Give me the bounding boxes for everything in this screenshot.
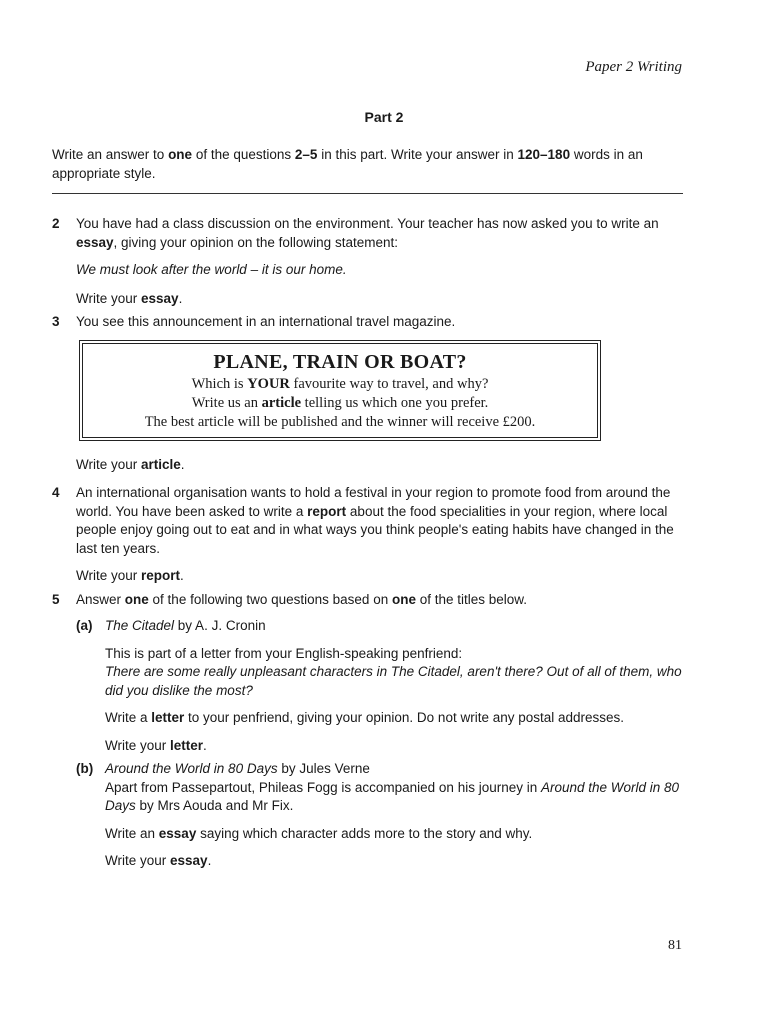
task-instruction: Write your letter. [105,737,207,753]
question-4 [52,484,692,586]
announcement-line: Write us an article telling us which one you prefer. [191,395,489,411]
sub-question-label: (b) [76,761,94,776]
announcement-line: Which is YOUR favourite way to travel, and why? [191,376,489,392]
context-text: This is part of a letter from your English-speaking penfriend: [105,645,463,661]
question-2 [52,215,692,308]
running-header: Paper 2 Writing [585,59,682,75]
question-prompt: Answer one of the following two questions based on one of the titles below. [76,592,528,607]
statement-quote: We must look after the world – it is our home. [76,262,347,277]
task-instruction: Write a letter to your penfriend, giving your opinion. Do not write any postal addresses. [105,710,625,725]
task-instruction: Write an essay saying which character adds more to the story and why. [105,825,533,841]
question-prompt: You have had a class discussion on the environment. Your teacher has now asked you to write an essay, giving your opinion on the following statement: [76,216,659,250]
question-number: 5 [52,592,60,607]
page-number: 81 [668,938,682,953]
question-5 [52,591,692,610]
task-instruction: Write your article. [76,457,185,472]
question-prompt: An international organisation wants to hold a festival in your region to promote food from around the world. You have been asked to write a report about the food specialities in your region, where local people enjoy going out to eat and in what ways you think people's eating habits have changed in the last ten years. [76,485,674,556]
announcement-box [79,340,601,441]
context-text: Apart from Passepartout, Phileas Fogg is accompanied on his journey in Around the World in 80 Days by Mrs Aouda and Mr Fix. [105,779,680,813]
book-title: Around the World in 80 Days by Jules Verne [105,761,370,776]
question-number: 4 [52,485,60,500]
task-instruction: Write your essay. [76,290,183,306]
question-3-intro [52,313,692,332]
question-5a [52,617,692,755]
announcement-title: PLANE, TRAIN OR BOAT? [213,351,467,373]
question-number: 3 [52,314,60,329]
announcement-line: The best article will be published and the winner will receive £200. [144,414,536,430]
divider-rule [52,193,683,194]
question-5b [52,760,692,871]
book-title: The Citadel by A. J. Cronin [105,618,266,633]
question-3-task [52,456,692,475]
question-prompt: You see this announcement in an international travel magazine. [76,314,456,329]
sub-question-label: (a) [76,618,93,633]
letter-quote: There are some really unpleasant characters in The Citadel, aren't there? Out of all of them, who did you dislike the most? [105,664,682,698]
task-instruction: Write your essay. [105,853,212,868]
part-title: Part 2 [364,109,404,125]
question-number: 2 [52,216,60,231]
part-instructions: Write an answer to one of the questions 2–5 in this part. Write your answer in 120–180 words in an appropriate style. [52,147,643,181]
task-instruction: Write your report. [76,568,184,583]
